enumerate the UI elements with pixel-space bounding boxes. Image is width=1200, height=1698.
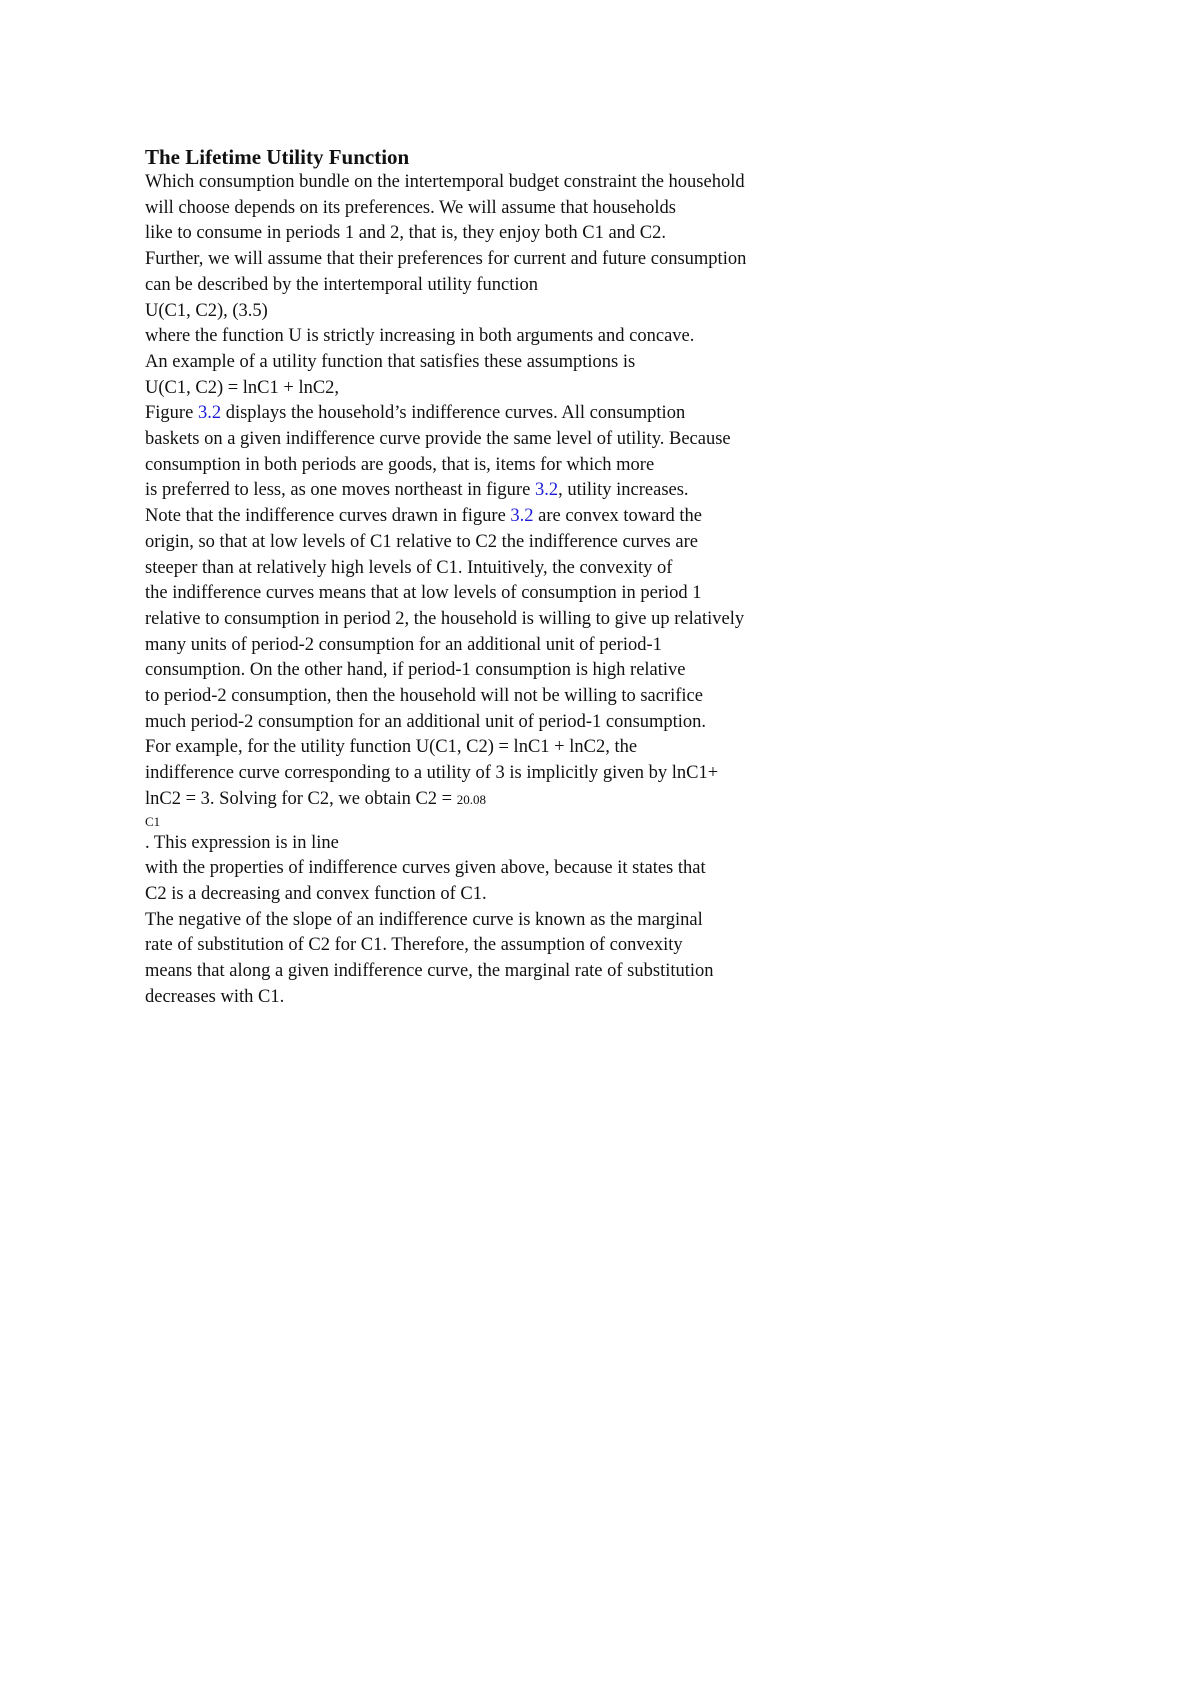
text-segment: much period-2 consumption for an additional unit of period-1 consumption. [145, 711, 707, 732]
text-segment: Which consumption bundle on the intertemporal budget constraint the household [145, 172, 745, 192]
text-line [145, 933, 905, 959]
text-segment: decreases with C1. [145, 986, 285, 1007]
text-segment: Further, we will assume that their preferences for current and future consumption [145, 249, 747, 270]
text-segment: An example of a utility function that satisfies these assumptions is [145, 351, 636, 372]
text-line [145, 761, 905, 787]
text-segment: consumption. On the other hand, if period-1 consumption is high relative [145, 660, 686, 681]
text-segment: C2 is a decreasing and convex function of C1. [145, 883, 487, 904]
text-segment: Note that the indifference curves drawn in figure [145, 506, 511, 527]
fraction-numerator: 20.08 [456, 791, 486, 807]
text-line [145, 350, 905, 376]
text-segment: . This expression is in line [145, 832, 339, 853]
text-line [145, 633, 905, 659]
text-line [145, 735, 905, 761]
text-segment: steeper than at relatively high levels of C1. Intuitively, the convexity of [145, 557, 673, 578]
text-segment: rate of substitution of C2 for C1. Therefore, the assumption of convexity [145, 935, 683, 956]
text-line [145, 530, 905, 556]
body-text [145, 170, 905, 1011]
text-line [145, 401, 905, 427]
text-segment: means that along a given indifference curve, the marginal rate of substitution [145, 961, 714, 982]
text-line [145, 504, 905, 530]
text-segment: to period-2 consumption, then the household will not be willing to sacrifice [145, 686, 703, 707]
text-line [145, 196, 905, 222]
text-line [145, 556, 905, 582]
text-line [145, 710, 905, 736]
text-line [145, 684, 905, 710]
text-segment: are convex toward the [533, 506, 703, 527]
text-segment: indifference curve corresponding to a utility of 3 is implicitly given by lnC1+ [145, 763, 719, 784]
text-segment: relative to consumption in period 2, the household is willing to give up relatively [145, 608, 745, 629]
text-line [145, 856, 905, 882]
text-segment: the indifference curves means that at low levels of consumption in period 1 [145, 583, 702, 604]
text-segment: is preferred to less, as one moves northeast in figure [145, 480, 535, 501]
text-line [145, 427, 905, 453]
text-segment: where the function U is strictly increasing in both arguments and concave. [145, 326, 695, 347]
text-segment: like to consume in periods 1 and 2, that is, they enjoy both C1 and C2. [145, 223, 667, 244]
text-line [145, 170, 905, 196]
text-segment: baskets on a given indifference curve provide the same level of utility. Because [145, 429, 731, 450]
text-segment: Figure [145, 403, 198, 424]
figure-reference-link[interactable]: 3.2 [510, 506, 534, 527]
text-segment: U(C1, C2), (3.5) [145, 300, 268, 321]
text-line [145, 658, 905, 684]
text-line [145, 959, 905, 985]
text-segment: can be described by the intertemporal utility function [145, 274, 538, 295]
text-line [145, 299, 905, 325]
text-line [145, 324, 905, 350]
text-line [145, 908, 905, 934]
text-segment: For example, for the utility function U(C1, C2) = lnC1 + lnC2, the [145, 737, 638, 758]
text-line [145, 813, 905, 831]
text-line [145, 273, 905, 299]
text-segment: origin, so that at low levels of C1 relative to C2 the indifference curves are [145, 531, 698, 552]
text-line [145, 478, 905, 504]
text-segment: many units of period-2 consumption for an additional unit of period-1 [145, 634, 662, 655]
text-line [145, 831, 905, 857]
text-line [145, 453, 905, 479]
document-page [145, 144, 905, 1011]
text-segment: lnC2 = 3. Solving for C2, we obtain C2 = [145, 788, 457, 809]
section-heading: The Lifetime Utility Function [145, 145, 410, 169]
figure-reference-link[interactable]: 3.2 [534, 480, 559, 501]
text-line [145, 607, 905, 633]
text-line [145, 581, 905, 607]
text-segment: U(C1, C2) = lnC1 + lnC2, [145, 377, 340, 398]
text-line [145, 787, 905, 813]
text-line [145, 247, 905, 273]
figure-reference-link[interactable]: 3.2 [197, 403, 222, 424]
text-segment: displays the household’s indifference curves. All consumption [221, 403, 686, 424]
text-line [145, 882, 905, 908]
text-line [145, 221, 905, 247]
text-line [145, 376, 905, 402]
text-segment: will choose depends on its preferences. We will assume that households [145, 197, 676, 218]
text-segment: The negative of the slope of an indifference curve is known as the marginal [145, 909, 703, 930]
text-segment: consumption in both periods are goods, that is, items for which more [145, 454, 655, 475]
text-segment: with the properties of indifference curves given above, because it states that [145, 858, 706, 879]
text-segment: , utility increases. [558, 480, 689, 501]
text-segment: C1 [145, 813, 161, 829]
text-line [145, 985, 905, 1011]
